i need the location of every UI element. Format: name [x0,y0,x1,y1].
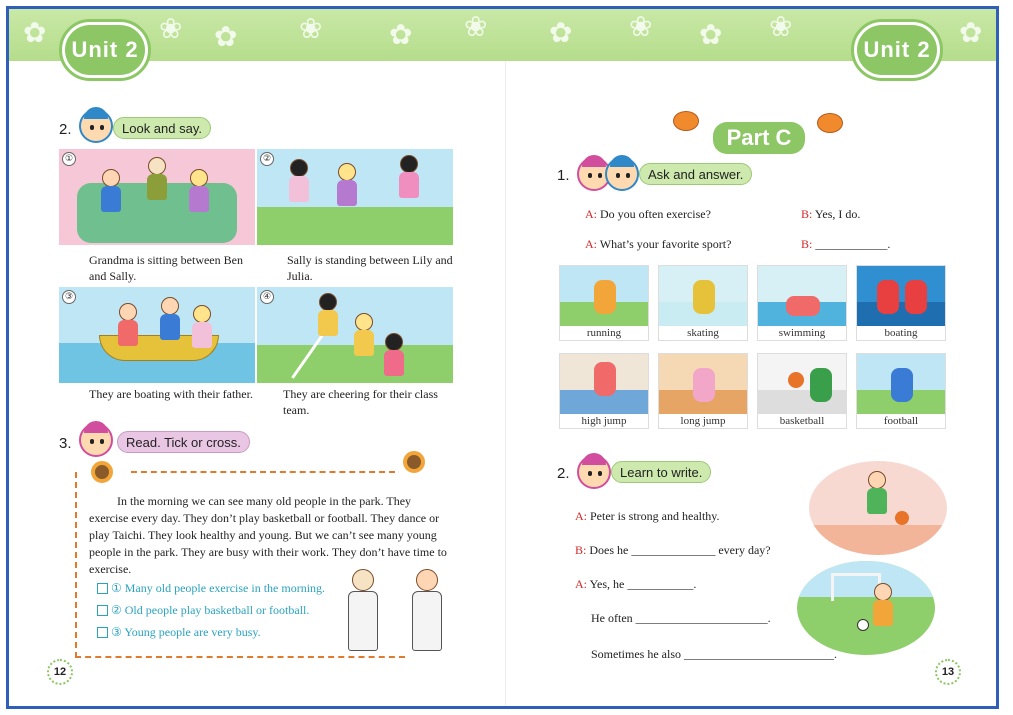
picture-2-girls-standing [257,149,453,245]
page-number-right: 13 [935,659,961,685]
write-line-2[interactable]: B: Does he ______________ every day? [575,543,771,557]
part-title: Part C [713,122,805,154]
dialogue-line-2: B: Yes, I do. [801,207,861,221]
peter-figure [871,583,895,639]
child-figure [191,305,213,345]
write-line-3[interactable]: A: Yes, he ___________. [575,577,697,591]
section1-title: Ask and answer. [639,163,752,185]
picture-3-boating [59,287,255,383]
dialogue-line-4[interactable]: B: ____________. [801,237,891,251]
girl-figure [335,163,359,219]
top-banner [9,9,996,61]
picture-index: ② [260,152,274,166]
sport-tile-high-jump: high jump [559,353,649,429]
picture-1-family-sofa [59,149,255,245]
picture-index: ① [62,152,76,166]
bird-icon [817,113,843,133]
old-man-taichi-figure [345,569,381,665]
statement-2[interactable]: ② Old people play basketball or football. [97,603,309,618]
section2-right-number: 2. [557,465,570,482]
old-woman-taichi-figure [409,569,445,665]
page-number-left: 12 [47,659,73,685]
basketball-icon [788,372,804,388]
unit-badge-left [59,19,151,81]
girl-figure [287,159,311,215]
picture-index: ③ [62,290,76,304]
clover-icon: ✿ [549,16,573,49]
unit-label-left: Unit 2 [65,25,145,75]
girl-mascot-icon [79,423,113,457]
section1-number: 1. [557,167,570,184]
boy-figure [99,169,123,215]
boy-mascot-icon [79,109,113,143]
textbook-spread [6,6,999,709]
peter-football-oval [797,561,935,655]
section3-number: 3. [59,435,72,452]
clover-icon: ✿ [214,20,238,53]
clover-icon: ❀ [769,10,793,43]
unit-badge-right [851,19,943,81]
picture-2-caption: Sally is standing between Lily and Julia. [287,253,453,283]
write-line-1: A: Peter is strong and healthy. [575,509,720,523]
sport-tile-swimming: swimming [757,265,847,341]
clover-icon: ✿ [699,18,723,51]
checkbox-icon[interactable] [97,583,108,594]
child-figure [117,303,139,343]
sport-tile-skating: skating [658,265,748,341]
section2-right-title: Learn to write. [611,461,711,483]
boy-mascot-icon [605,157,639,191]
clover-icon: ❀ [464,10,488,43]
statement-1[interactable]: ① Many old people exercise in the morning. [97,581,325,596]
clover-icon: ❀ [299,12,323,45]
sport-tile-running: running [559,265,649,341]
sport-tile-football: football [856,353,946,429]
girl-mascot-icon [577,455,611,489]
sunflower-icon [403,451,425,473]
section3-title: Read. Tick or cross. [117,431,250,453]
picture-4-caption: They are cheering for their class team. [283,387,438,417]
sport-tile-boating: boating [856,265,946,341]
picture-index: ④ [260,290,274,304]
unit-label-right: Unit 2 [857,25,937,75]
dialogue-line-3: A: What’s your favorite sport? [585,237,732,251]
statement-3[interactable]: ③ Young people are very busy. [97,625,261,640]
picture-4-cheering [257,287,453,383]
section2-number: 2. [59,121,72,138]
checkbox-icon[interactable] [97,627,108,638]
cheerleader-figure [383,333,405,377]
section2-title: Look and say. [113,117,211,139]
clover-icon: ❀ [629,10,653,43]
cheerleader-figure [353,313,375,357]
peter-figure [865,471,889,531]
dialogue-line-1: A: Do you often exercise? [585,207,711,221]
clover-icon: ✿ [389,18,413,51]
clover-icon: ✿ [23,16,47,49]
bird-icon [673,111,699,131]
reading-passage: In the morning we can see many old people in the park. They exercise every day. They don’t play basketball or football. They dance or play Taichi. They look healthy and young. But we can’t see many young people in the park. They are busy with their work. They don’t have time to exercise. [89,494,447,576]
football-icon [857,619,869,631]
write-line-4[interactable]: He often ______________________. [591,611,771,625]
sport-tile-basketball: basketball [757,353,847,429]
girl-figure [397,155,421,211]
basketball-icon [895,511,909,525]
picture-3-caption: They are boating with their father. [89,387,253,401]
sport-tile-long-jump: long jump [658,353,748,429]
page-divider [505,61,506,709]
clover-icon: ❀ [159,12,183,45]
grandma-figure [145,157,169,209]
cheerleader-figure [317,293,339,337]
picture-1-caption: Grandma is sitting between Ben and Sally. [89,253,243,283]
peter-basketball-oval [809,461,947,555]
checkbox-icon[interactable] [97,605,108,616]
clover-icon: ✿ [959,16,983,49]
father-figure [159,297,181,341]
girl-figure [187,169,211,215]
sunflower-icon [91,461,113,483]
write-line-5[interactable]: Sometimes he also _________________________. [591,647,837,661]
